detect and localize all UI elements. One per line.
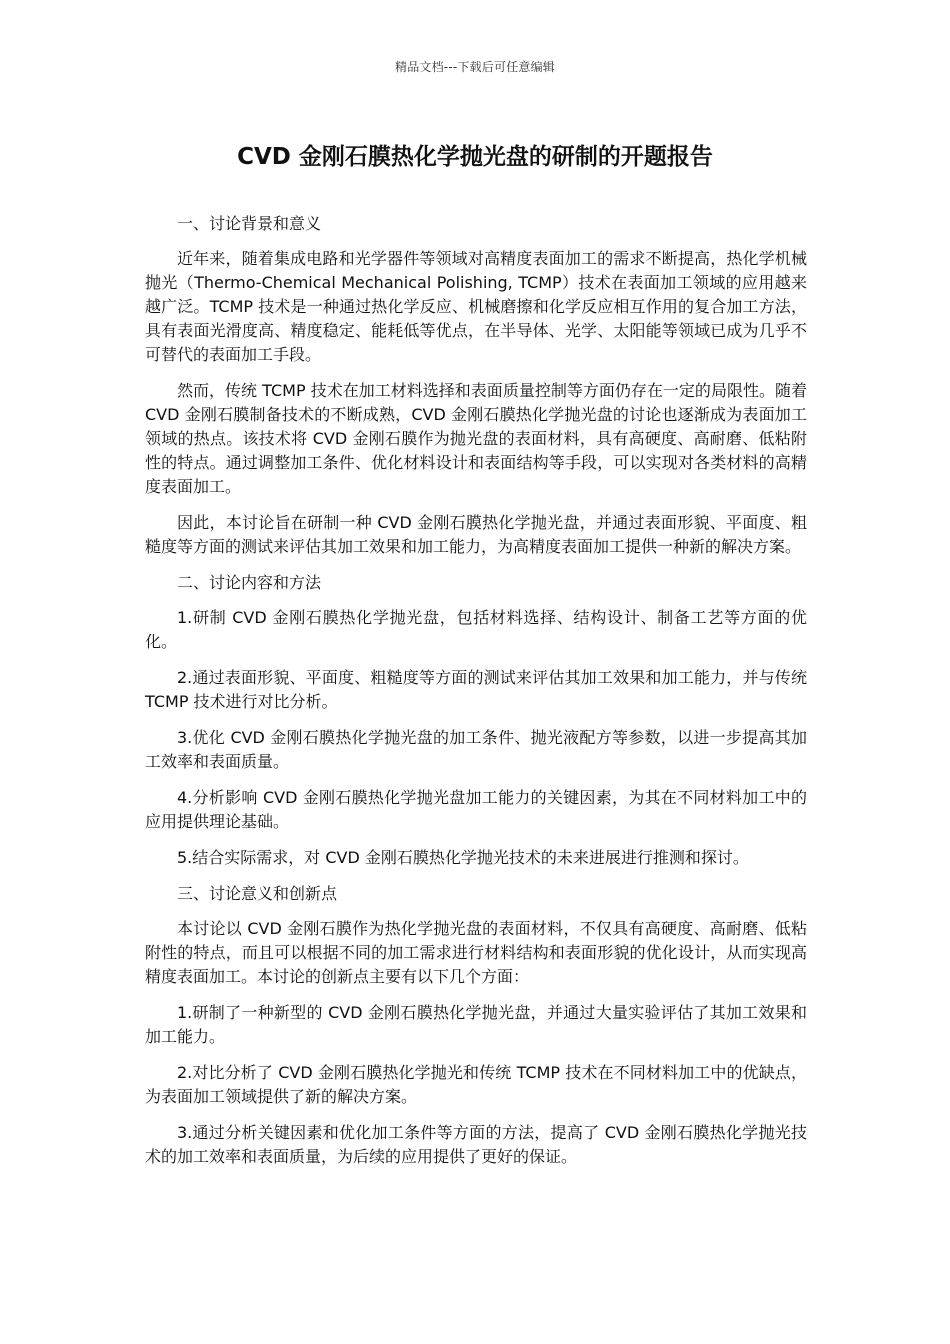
list-item: 3.优化 CVD 金刚石膜热化学抛光盘的加工条件、抛光液配方等参数，以进一步提高其加工效率和表面质量。 [145,728,807,771]
paragraph: 本讨论以 CVD 金刚石膜作为热化学抛光盘的表面材料，不仅具有高硬度、高耐磨、低粘附性的特点，而且可以根据不同的加工需求进行材料结构和表面形貌的优化设计，从而实现高精度表面加工。本讨论的创新点主要有以下几个方面： [145,919,807,986]
paragraph: 因此，本讨论旨在研制一种 CVD 金刚石膜热化学抛光盘，并通过表面形貌、平面度、粗糙度等方面的测试来评估其加工效果和加工能力，为高精度表面加工提供一种新的解决方案。 [145,513,807,556]
list-item: 1.研制 CVD 金刚石膜热化学抛光盘，包括材料选择、结构设计、制备工艺等方面的优化。 [145,608,807,651]
section-heading-content-methods: 二、讨论内容和方法 [177,573,322,592]
list-item: 5.结合实际需求，对 CVD 金刚石膜热化学抛光技术的未来进展进行推测和探讨。 [177,848,749,867]
document-body [145,212,807,1181]
list-item: 2.通过表面形貌、平面度、粗糙度等方面的测试来评估其加工效果和加工能力，并与传统 TCMP 技术进行对比分析。 [145,668,807,711]
list-item: 3.通过分析关键因素和优化加工条件等方面的方法，提高了 CVD 金刚石膜热化学抛光技术的加工效率和表面质量，为后续的应用提供了更好的保证。 [145,1123,807,1166]
document-title: CVD 金刚石膜热化学抛光盘的研制的开题报告 [237,144,713,170]
section-heading-background: 一、讨论背景和意义 [177,214,322,233]
page-header-note: 精品文档---下载后可任意编辑 [395,60,555,74]
list-item: 2.对比分析了 CVD 金刚石膜热化学抛光和传统 TCMP 技术在不同材料加工中的优缺点，为表面加工领域提供了新的解决方案。 [145,1063,807,1106]
paragraph: 近年来，随着集成电路和光学器件等领域对高精度表面加工的需求不断提高，热化学机械抛光（Thermo-Chemical Mechanical Polishing, TCMP）技术在表面加工领域的应用越来越广泛。TCMP 技术是一种通过热化学反应、机械磨擦和化学反应相互作用的复合加工方法，具有表面光滑度高、精度稳定、能耗低等优点，在半导体、光学、太阳能等领域已成为几乎不可替代的表面加工手段。 [145,249,807,364]
section-heading-significance-innovation: 三、讨论意义和创新点 [177,884,338,903]
paragraph: 然而，传统 TCMP 技术在加工材料选择和表面质量控制等方面仍存在一定的局限性。随着 CVD 金刚石膜制备技术的不断成熟，CVD 金刚石膜热化学抛光盘的讨论也逐渐成为表面加工领域的热点。该技术将 CVD 金刚石膜作为抛光盘的表面材料，具有高硬度、高耐磨、低粘附性的特点。通过调整加工条件、优化材料设计和表面结构等手段，可以实现对各类材料的高精度表面加工。 [145,381,807,496]
list-item: 1.研制了一种新型的 CVD 金刚石膜热化学抛光盘，并通过大量实验评估了其加工效果和加工能力。 [145,1003,807,1046]
list-item: 4.分析影响 CVD 金刚石膜热化学抛光盘加工能力的关键因素，为其在不同材料加工中的应用提供理论基础。 [145,788,807,831]
